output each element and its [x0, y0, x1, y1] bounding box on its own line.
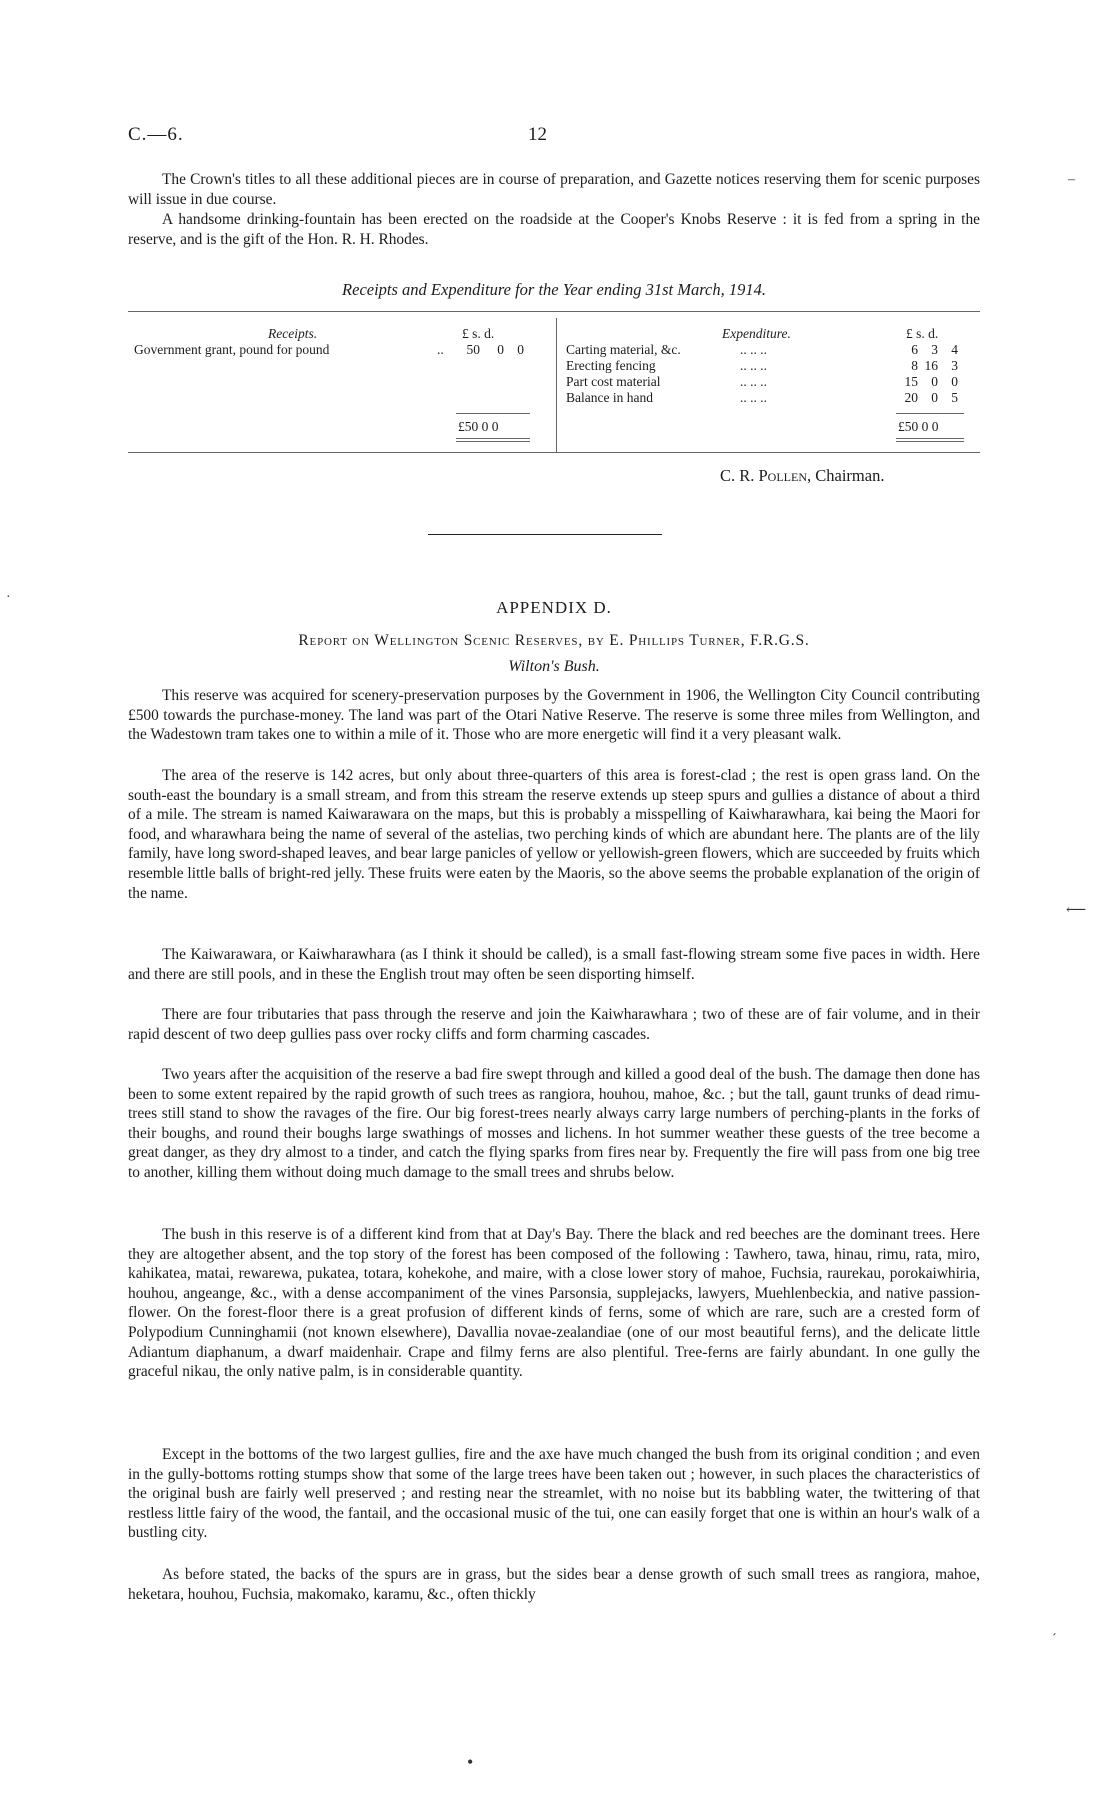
body-paragraph-8: As before stated, the backs of the spurs are in grass, but the sides bear a dense growth of such small trees as rangiora, mahoe, heketara, houhou, Fuchsia, makomako, karamu, &c., often thickly	[128, 1566, 980, 1603]
receipt-label: Government grant, pound for pound	[134, 342, 330, 357]
body-paragraph-3: The Kaiwarawara, or Kaiwharawhara (as I think it should be called), is a small fast-flowing stream some five paces in width. Here and there are still pools, and in these the English trout may often be seen disporting himself.	[128, 946, 980, 983]
intro-paragraph-2: A handsome drinking-fountain has been erected on the roadside at the Cooper's Knobs Reserve : it is fed from a spring in the reserve, and is the gift of the Hon. R. H. Rhodes.	[128, 211, 980, 248]
receipt-shillings: 0	[497, 342, 504, 357]
table-top-rule	[128, 311, 980, 312]
expenditure-dots: .. .. ..	[740, 374, 767, 389]
expenditure-label: Erecting fencing	[566, 358, 656, 373]
signature	[720, 466, 884, 486]
table-bottom-rule	[128, 452, 980, 453]
signature-title: , Chairman.	[807, 466, 885, 485]
expenditure-heading: Expenditure.	[722, 326, 791, 341]
receipts-total: £50 0 0	[458, 419, 499, 434]
receipt-pounds: 50	[466, 342, 480, 357]
receipts-total-rule-1	[456, 438, 530, 439]
receipts-total-rule-2	[456, 441, 530, 442]
expenditure-pence: 3	[951, 358, 958, 373]
expenditure-pence: 4	[951, 342, 958, 357]
receipts-subtotal-rule	[456, 413, 530, 414]
margin-tick-mark: ˊ	[1052, 1632, 1057, 1647]
expenditure-shillings: 3	[931, 342, 938, 357]
margin-dash-mark: –	[1068, 172, 1075, 187]
page-number: 12	[528, 124, 547, 145]
receipt-pence: 0	[517, 342, 524, 357]
body-paragraph-4: There are four tributaries that pass through the reserve and join the Kaiwharawhara ; two of these are of fair volume, and in their rapid descent of two deep gullies pass over rocky cliffs and form charming cascades.	[128, 1006, 980, 1043]
appendix-subtitle: Report on Wellington Scenic Reserves, by E. Phillips Turner, F.R.G.S.	[298, 632, 810, 649]
document-code: C.—6.	[128, 124, 184, 145]
body-paragraph-7: Except in the bottoms of the two largest gullies, fire and the axe have much changed the bush from its original condition ; and even in the gully-bottoms rotting stumps show that some of the large trees have been taken out ; however, in such places the characteristics of the original bush are fairly well preserved ; and resting near the streamlet, with no noise but its babbling water, the twittering of that restless little fairy of the wood, the fantail, and the occasional music of the tui, one can easily forget that one is within an hour's walk of a bustling city.	[128, 1446, 980, 1542]
expenditure-pounds: 20	[904, 390, 918, 405]
expenditure-total: £50 0 0	[898, 419, 939, 434]
body-paragraph-2: The area of the reserve is 142 acres, but only about three-quarters of this area is forest-clad ; the rest is open grass land. On the south-east the boundary is a small stream, and from this stream the reserve extends up steep spurs and gullies a distance of about a third of a mile. The stream is named Kaiwarawara on the maps, but this is probably a misspelling of Kaiwharawhara, kai being the Maori for food, and wharawhara being the name of several of the astelias, two perching kinds of which are abundant here. The plants are of the lily family, have long sword-shaped leaves, and bear large panicles of yellow or yellowish-green flowers, which are succeeded by fruits which resemble little balls of bright-red jelly. These fruits were eaten by the Maoris, so the above seems the probable explanation of the origin of the name.	[128, 767, 980, 902]
expenditure-dots: .. .. ..	[740, 358, 767, 373]
expenditure-subtotal-rule	[896, 413, 964, 414]
expenditure-currency-header: £ s. d.	[906, 326, 939, 341]
table-title: Receipts and Expenditure for the Year ending 31st March, 1914.	[342, 280, 766, 299]
bottom-dot-mark: •	[467, 1752, 474, 1772]
expenditure-total-rule-1	[896, 438, 964, 439]
expenditure-pounds: 8	[911, 358, 918, 373]
expenditure-shillings: 16	[924, 358, 938, 373]
expenditure-label: Carting material, &c.	[566, 342, 681, 357]
appendix-title: APPENDIX D.	[496, 598, 612, 617]
signature-name: C. R. Pollen	[720, 466, 808, 485]
expenditure-label: Balance in hand	[566, 390, 653, 405]
expenditure-pounds: 15	[904, 374, 918, 389]
expenditure-total-rule-2	[896, 441, 964, 442]
expenditure-shillings: 0	[931, 374, 938, 389]
expenditure-dots: .. .. ..	[740, 342, 767, 357]
expenditure-shillings: 0	[931, 390, 938, 405]
expenditure-dots: .. .. ..	[740, 390, 767, 405]
margin-dot-mark: ·	[6, 590, 11, 605]
receipts-currency-header: £ s. d.	[462, 326, 495, 341]
margin-arrow-mark: ⟵	[1066, 903, 1087, 918]
receipt-dots: ..	[437, 342, 444, 357]
appendix-place: Wilton's Bush.	[508, 658, 600, 675]
section-divider	[428, 534, 662, 535]
expenditure-label: Part cost material	[566, 374, 661, 389]
expenditure-pounds: 6	[911, 342, 918, 357]
expenditure-pence: 5	[951, 390, 958, 405]
expenditure-pence: 0	[951, 374, 958, 389]
intro-paragraph-1: The Crown's titles to all these additional pieces are in course of preparation, and Gazette notices reserving them for scenic purposes will issue in due course.	[128, 171, 980, 208]
receipts-heading: Receipts.	[268, 326, 318, 341]
body-paragraph-6: The bush in this reserve is of a different kind from that at Day's Bay. There the black and red beeches are the dominant trees. Here they are altogether absent, and the top story of the forest has been composed of the following : Tawhero, tawa, hinau, rimu, rata, miro, kahikatea, matai, rewarewa, pukatea, totara, kohekohe, and maire, with a close lower story of mahoe, Fuchsia, raurekau, porokaiwhiria, houhou, angeange, &c., with a dense accompaniment of the vines Parsonsia, supplejacks, lawyers, Muehlenbeckia, and native passion-flower. On the forest-floor there is a great profusion of different kinds of ferns, some of which are rare, such are a crested form of Polypodium Cunninghamii (not known elsewhere), Davallia novae-zealandiae (one of our most beautiful ferns), and the delicate little Adiantum diaphanum, a dwarf maidenhair. Crape and filmy ferns are also plentiful. Tree-ferns are fairly abundant. In one gully the graceful nikau, the only native palm, is in considerable quantity.	[128, 1226, 980, 1381]
body-paragraph-1: This reserve was acquired for scenery-preservation purposes by the Government in 1906, the Wellington City Council contributing £500 towards the purchase-money. The land was part of the Otari Native Reserve. The reserve is some three miles from Wellington, and the Wadestown tram takes one to within a mile of it. Those who are more energetic will find it a very pleasant walk.	[128, 687, 980, 744]
body-paragraph-5: Two years after the acquisition of the reserve a bad fire swept through and killed a good deal of the bush. The damage then done has been to some extent repaired by the rapid growth of such trees as rangiora, houhou, mahoe, &c. ; but the tall, gaunt trunks of dead rimu-trees still stand to show the ravages of the fire. Our big forest-trees nearly always carry large numbers of perching-plants in the forks of their boughs, and round their boughs large swathings of mosses and lichens. In hot summer weather these guests of the tree become a great danger, as they dry almost to a tinder, and catch the flying sparks from fires near by. Frequently the fire will pass from one big tree to another, killing them without doing much damage to the small trees and shrubs below.	[128, 1066, 980, 1181]
table-center-divider	[556, 318, 557, 453]
